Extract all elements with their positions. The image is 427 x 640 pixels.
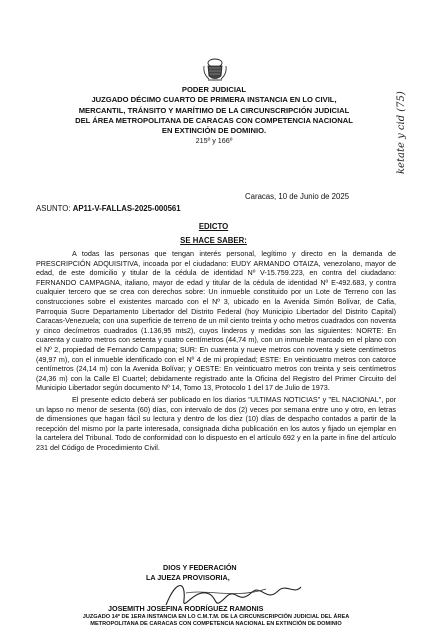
paragraph-publication: El presente edicto deberá ser publicado en los diarios "ULTIMAS NOTICIAS" y "EL NACIONAL", por un lapso no menor de sesenta (60) días, con intervalo de dos (2) veces por semana entre uno y otro, en letras de dimensiones que hagan fácil su lectura y dentro de los diez (10) días de despacho contados a partir de la recepción del mismo por la parte interesada, consignada dicha publicación en los autos y fijado un ejemplar en la cartelera del Tribunal. Todo de conformidad con lo dispuesto en el artículo 692 y en la parte in fine del artículo 231 del Código de Procedimiento Civil. [36,394,396,452]
judge-name: JOSEMITH JOSEFINA RODRÍGUEZ RAMONIS [108,604,264,613]
header-line-extincion: EN EXTINCIÓN DE DOMINIO. [161,126,267,136]
asunto-value: AP11-V-FALLAS-2025-000561 [72,204,181,213]
handwritten-margin-note: ketate y cid (75) [396,91,407,174]
judge-title: LA JUEZA PROVISORIA, [146,573,230,582]
court-stamp-footer [36,614,396,628]
footer-line-1: JUZGADO 14º DE 1ERA INSTANCIA EN LO C.M.T.M. DE LA CIRCUNSCRIPCIÓN JUDICIAL DEL ÁREA [82,614,350,620]
header-line-court-name: JUZGADO DÉCIMO CUARTO DE PRIMERA INSTANCIA EN LO CIVIL, [91,95,337,105]
header-line-area: DEL ÁREA METROPOLITANA DE CARACAS CON COMPETENCIA NACIONAL [75,115,353,125]
asunto-label: ASUNTO: [36,204,71,213]
date-line: Caracas, 10 de Junio de 2025 [245,192,350,201]
case-number [36,204,181,213]
edicto-body [36,249,396,452]
paragraph-notice: A todas las personas que tengan interés personal, legítimo y directo en la demanda de PRESCRIPCIÓN ADQUISITIVA, incoada por el ciudadano: EUDY ARMANDO OTAIZA, venezolano, mayor de edad, de este domicilio y titular de la cédula de identidad Nº V-15.759.223, en contra del ciudadano: FERNANDO CAMPAGNA, italiano, mayor de edad y titular de la cédula de identidad Nº E-492.683, y contra cualquier tercero que se crea con derechos sobre: Un inmueble constituido por un Lote de Terreno con las construcciones sobre el existentes marcado con el Nº 3, ubicado en la Avenida Simón Bolívar, de Cafia, Parroquia Sucre Departamento Libertador del Distrito Federal (hoy Municipio Libertador del Distrito Capital) Caracas-Venezuela; con una superficie de terreno de un mil ciento treinta y ocho metros cuadrados con noventa y cinco decímetros cuadrados (1.136,95 mts2), cuyos linderos y medidas son las siguientes: NORTE: En cuarenta y cuatro metros con setenta y cuatro centímetros (44,74 m), con un inmueble marcado en el plano con el Nº 2, propiedad de Fernando Campagna; SUR: En cuarenta y nueve metros con noventa y siete centímetros (49,97 m), con el inmueble identificado con el Nº 4 de mi propiedad; ESTE: En veinticuatro metros con catorce centímetros (24,14 m) con la Avenida Bolívar; y OESTE: En veinticuatro metros con treinta y seis centímetros (24,36 m) con la Calle El Cuartel; debidamente registrado ante la Oficina del Registro del Primer Circuito del Municipio Libertador según documento Nº 14, Tomo 13, Protocolo 1 del 17 de Julio de 1973. [36,249,396,393]
footer-line-2: METROPOLITANA DE CARACAS CON COMPETENCIA NACIONAL EN EXTINCIÓN DE DOMINIO [90,621,342,627]
se-hace-saber-heading: SE HACE SABER: [180,236,247,245]
header-line-poder-judicial: PODER JUDICIAL [181,85,247,94]
court-header [30,85,398,147]
closing-motto: DIOS Y FEDERACIÓN [163,563,237,572]
coat-of-arms-seal-icon [200,54,230,84]
edicto-title: EDICTO [198,222,229,231]
signature-block [36,563,396,640]
header-line-jurisdiction: MERCANTIL, TRÁNSITO Y MARÍTIMO DE LA CIRCUNSCRIPCIÓN JUDICIAL [78,105,350,115]
header-years: 215º y 166º [195,136,233,146]
